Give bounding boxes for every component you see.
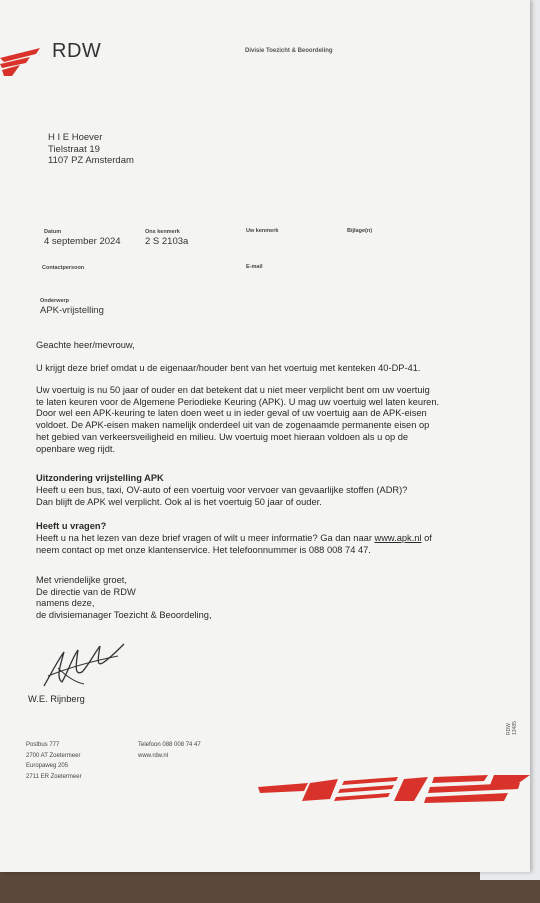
salutation: Geachte heer/mevrouw, [36,340,135,350]
recipient-street: Tielstraat 19 [48,144,100,155]
heading-uitzondering: Uitzondering vrijstelling APK [36,473,164,483]
uw-kenmerk-label: Uw kenmerk [246,228,279,234]
footer-contact [138,740,201,761]
paragraph-1-line: voldoet. De APK-eisen maken namelijk onderdeel uit van de zogenaamde permanente eisen op [36,420,430,431]
closing-line: De directie van de RDW [36,586,136,597]
paragraph-3-text-end: of [421,533,432,543]
apk-link[interactable]: www.apk.nl [374,533,422,543]
rdw-logo-icon [0,44,48,78]
footer-line: Postbus 777 [26,742,60,748]
closing-line: namens deze, [36,598,95,609]
heading-vragen: Heeft u vragen? [36,521,107,531]
footer-website: www.rdw.nl [138,752,169,759]
ons-kenmerk-value: 2 S 2103a [145,236,189,247]
footer-address [26,740,82,782]
paragraph-2-line: Heeft u een bus, taxi, OV-auto of een voertuig voor vervoer van gevaarlijke stoffen (ADR)? [36,485,408,495]
footer-phone: Telefoon 088 008 74 47 [138,742,201,748]
paragraph-1-line: het gebied van verkeersveiligheid en milieu. Uw voertuig moet hieraan voldoen als u op de [36,431,409,442]
ons-kenmerk-label: Ons kenmerk [145,229,180,235]
signature-mark [38,632,128,692]
email-label: E-mail [246,264,263,270]
paragraph-3-line-2: neem contact op met onze klantenservice. Het telefoonnummer is 088 008 74 47. [36,544,371,555]
paragraph-1-line: Door wel een APK-keuring te laten doen weet u in ieder geval of uw voertuig aan de APK-eisen [36,408,427,419]
paragraph-1-line: openbare weg rijdt. [36,443,116,454]
signatory-name: W.E. Rijnberg [28,694,85,704]
footer-line: 2700 AT Zoetermeer [26,752,81,759]
contactpersoon-label: Contactpersoon [42,265,85,271]
intro-text: U krijgt deze brief omdat u de eigenaar/houder bent van het voertuig met kenteken 40-DP-41. [36,363,421,373]
footer-line: Europaweg 205 [26,763,69,769]
recipient-city: 1107 PZ Amsterdam [48,155,134,166]
paragraph-1-line: te laten keuren voor de Algemene Periodieke Keuring (APK). U mag uw voertuig wel laten keuren. [36,396,440,407]
document-code: RDW 13485 [506,721,518,735]
onderwerp-value: APK-vrijstelling [40,305,104,316]
datum-label: Datum [44,229,62,235]
paragraph-2 [36,485,407,508]
paragraph-3-text: Heeft u na het lezen van deze brief vragen of wilt u meer informatie? Ga dan naar [36,533,375,543]
closing-block [36,575,212,622]
division-name: Divisie Toezicht & Beoordeling [245,48,333,54]
rdw-stripes-icon [258,775,530,805]
paragraph-1 [36,385,439,455]
paragraph-2-line: Dan blijft de APK wel verplicht. Ook al is het voertuig 50 jaar of ouder. [36,496,322,507]
footer-line: 2711 ER Zoetermeer [26,773,82,780]
paragraph-3 [36,533,432,556]
paragraph-1-line: Uw voertuig is nu 50 jaar of ouder en dat betekent dat u niet meer verplicht bent om uw voertuig [36,385,430,395]
datum-value: 4 september 2024 [44,236,121,247]
logo-text: RDW [52,40,102,62]
recipient-name: H I E Hoever [48,132,103,143]
onderwerp-label: Onderwerp [40,298,70,304]
bijlagen-label: Bijlage(n) [347,228,373,234]
closing-line: de divisiemanager Toezicht & Beoordeling, [36,610,212,621]
closing-line: Met vriendelijke groet, [36,575,127,585]
